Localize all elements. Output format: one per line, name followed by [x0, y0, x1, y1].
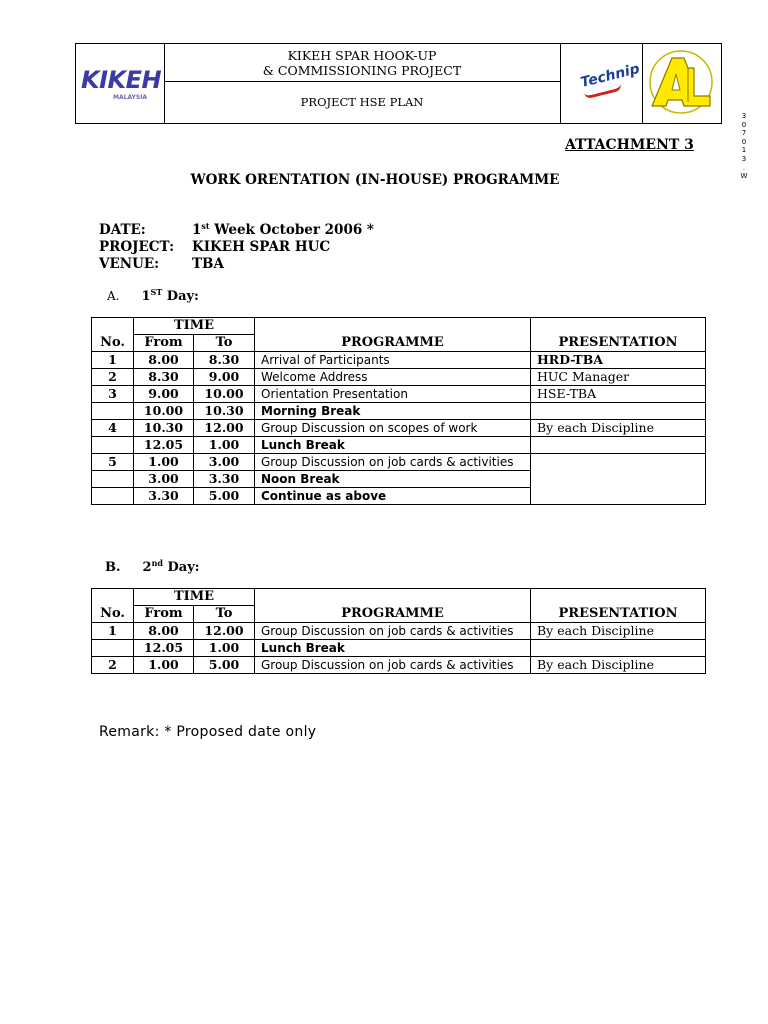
col-header-programme: PROGRAMME [255, 318, 531, 352]
kikeh-logo-text: KIKEH [81, 66, 162, 94]
row-from: 12.05 [134, 437, 194, 454]
row-to: 3.30 [194, 471, 255, 488]
row-no [92, 640, 134, 657]
day2-table [91, 588, 706, 674]
col-header-presentation: PRESENTATION [531, 318, 706, 352]
day1-num: 1 [141, 289, 151, 304]
row-to: 10.00 [194, 386, 255, 403]
row-presentation: HSE-TBA [531, 386, 706, 403]
row-from: 9.00 [134, 386, 194, 403]
row-presentation: By each Discipline [531, 657, 706, 674]
date-value: Week October 2006 * [209, 222, 374, 238]
technip-logo-cell [560, 44, 643, 123]
project-label: PROJECT: [99, 239, 175, 255]
side-code-char: 1 [741, 146, 747, 155]
row-no: 5 [92, 454, 134, 471]
side-code-char: 3 [741, 112, 747, 120]
day1-sup: ST [150, 287, 163, 297]
project-value: KIKEH SPAR HUC [192, 239, 331, 255]
row-programme: Group Discussion on job cards & activities [255, 657, 531, 674]
row-presentation: By each Discipline [531, 623, 706, 640]
row-programme: Noon Break [255, 471, 531, 488]
row-from: 8.00 [134, 623, 194, 640]
col-header-to: To [194, 335, 255, 352]
project-title-cell [164, 44, 561, 123]
row-programme: Group Discussion on scopes of work [255, 420, 531, 437]
row-presentation [531, 437, 706, 454]
col-header-presentation: PRESENTATION [531, 589, 706, 623]
row-no: 2 [92, 657, 134, 674]
row-to: 5.00 [194, 657, 255, 674]
project-name-line2: & COMMISSIONING PROJECT [262, 63, 462, 78]
row-from: 1.00 [134, 657, 194, 674]
kikeh-logo-subtext: MALAYSIA [113, 94, 148, 101]
day2-num: 2 [142, 560, 152, 575]
col-header-to: To [194, 606, 255, 623]
row-no: 4 [92, 420, 134, 437]
day1-label: Day: [162, 289, 199, 304]
table-row [92, 403, 706, 420]
venue-label: VENUE: [99, 256, 160, 272]
row-presentation [531, 640, 706, 657]
project-name-line1: KIKEH SPAR HOOK-UP [287, 48, 437, 63]
row-from: 3.00 [134, 471, 194, 488]
row-programme: Continue as above [255, 488, 531, 505]
document-header [75, 43, 722, 124]
venue-row [99, 256, 374, 273]
table-row [92, 386, 706, 403]
row-no: 3 [92, 386, 134, 403]
project-name [164, 44, 560, 82]
row-presentation: HUC Manager [531, 369, 706, 386]
row-programme: Group Discussion on job cards & activities [255, 623, 531, 640]
row-to: 8.30 [194, 352, 255, 369]
row-presentation [531, 403, 706, 420]
table-row [92, 437, 706, 454]
kikeh-logo-cell [76, 44, 165, 123]
day1-table [91, 317, 706, 505]
row-from: 10.00 [134, 403, 194, 420]
project-row [99, 239, 374, 256]
row-from: 12.05 [134, 640, 194, 657]
row-from: 8.30 [134, 369, 194, 386]
info-block [99, 222, 374, 273]
table-row [92, 369, 706, 386]
day2-sup: nd [151, 558, 163, 568]
attachment-label: ATTACHMENT 3 [565, 137, 694, 153]
remark-note: Remark: * Proposed date only [99, 724, 317, 740]
row-to: 9.00 [194, 369, 255, 386]
table-row [92, 657, 706, 674]
row-to: 1.00 [194, 437, 255, 454]
table-row [92, 454, 706, 471]
day1-letter: A. [107, 289, 120, 303]
venue-value: TBA [192, 256, 224, 272]
row-programme: Lunch Break [255, 437, 531, 454]
row-no [92, 437, 134, 454]
table-row [92, 352, 706, 369]
row-programme: Orientation Presentation [255, 386, 531, 403]
col-header-no: No. [92, 589, 134, 623]
date-sup: st [201, 221, 210, 231]
row-from: 10.30 [134, 420, 194, 437]
row-to: 1.00 [194, 640, 255, 657]
row-no [92, 403, 134, 420]
row-presentation: By each Discipline [531, 420, 706, 437]
side-code-char: 3 [741, 154, 747, 163]
row-no: 1 [92, 623, 134, 640]
kikeh-logo [81, 66, 161, 101]
col-header-programme: PROGRAMME [255, 589, 531, 623]
row-to: 5.00 [194, 488, 255, 505]
col-header-no: No. [92, 318, 134, 352]
row-programme: Lunch Break [255, 640, 531, 657]
col-header-time: TIME [134, 589, 255, 606]
al-logo [642, 44, 721, 123]
row-presentation [531, 454, 706, 505]
row-from: 1.00 [134, 454, 194, 471]
row-programme: Group Discussion on job cards & activities [255, 454, 531, 471]
date-row [99, 222, 374, 239]
row-no [92, 488, 134, 505]
col-header-time: TIME [134, 318, 255, 335]
al-logo-cell [642, 44, 721, 123]
row-programme: Arrival of Participants [255, 352, 531, 369]
row-programme: Welcome Address [255, 369, 531, 386]
side-code-char: 0 [741, 137, 747, 146]
row-from: 3.30 [134, 488, 194, 505]
row-presentation: HRD-TBA [531, 352, 706, 369]
date-label: DATE: [99, 222, 146, 238]
table-row [92, 640, 706, 657]
day2-letter: B. [105, 560, 121, 575]
technip-logo: Technip [578, 60, 642, 92]
side-code-char: 0 [741, 120, 747, 129]
row-no: 1 [92, 352, 134, 369]
side-document-code [740, 112, 748, 181]
col-header-from: From [134, 606, 194, 623]
row-from: 8.00 [134, 352, 194, 369]
row-to: 12.00 [194, 420, 255, 437]
row-programme: Morning Break [255, 403, 531, 420]
table-row [92, 623, 706, 640]
day1-heading [107, 289, 199, 304]
row-to: 10.30 [194, 403, 255, 420]
row-to: 3.00 [194, 454, 255, 471]
page-title: WORK ORENTATION (IN-HOUSE) PROGRAMME [190, 172, 560, 188]
side-code-char: . [742, 163, 746, 172]
date-num: 1 [192, 222, 202, 238]
side-code-char: W [740, 172, 748, 181]
day2-heading [105, 560, 200, 575]
table-row [92, 420, 706, 437]
row-to: 12.00 [194, 623, 255, 640]
plan-title: PROJECT HSE PLAN [300, 95, 424, 109]
side-code-char: 7 [741, 129, 747, 138]
day2-label: Day: [162, 560, 200, 575]
col-header-from: From [134, 335, 194, 352]
row-no [92, 471, 134, 488]
row-no: 2 [92, 369, 134, 386]
